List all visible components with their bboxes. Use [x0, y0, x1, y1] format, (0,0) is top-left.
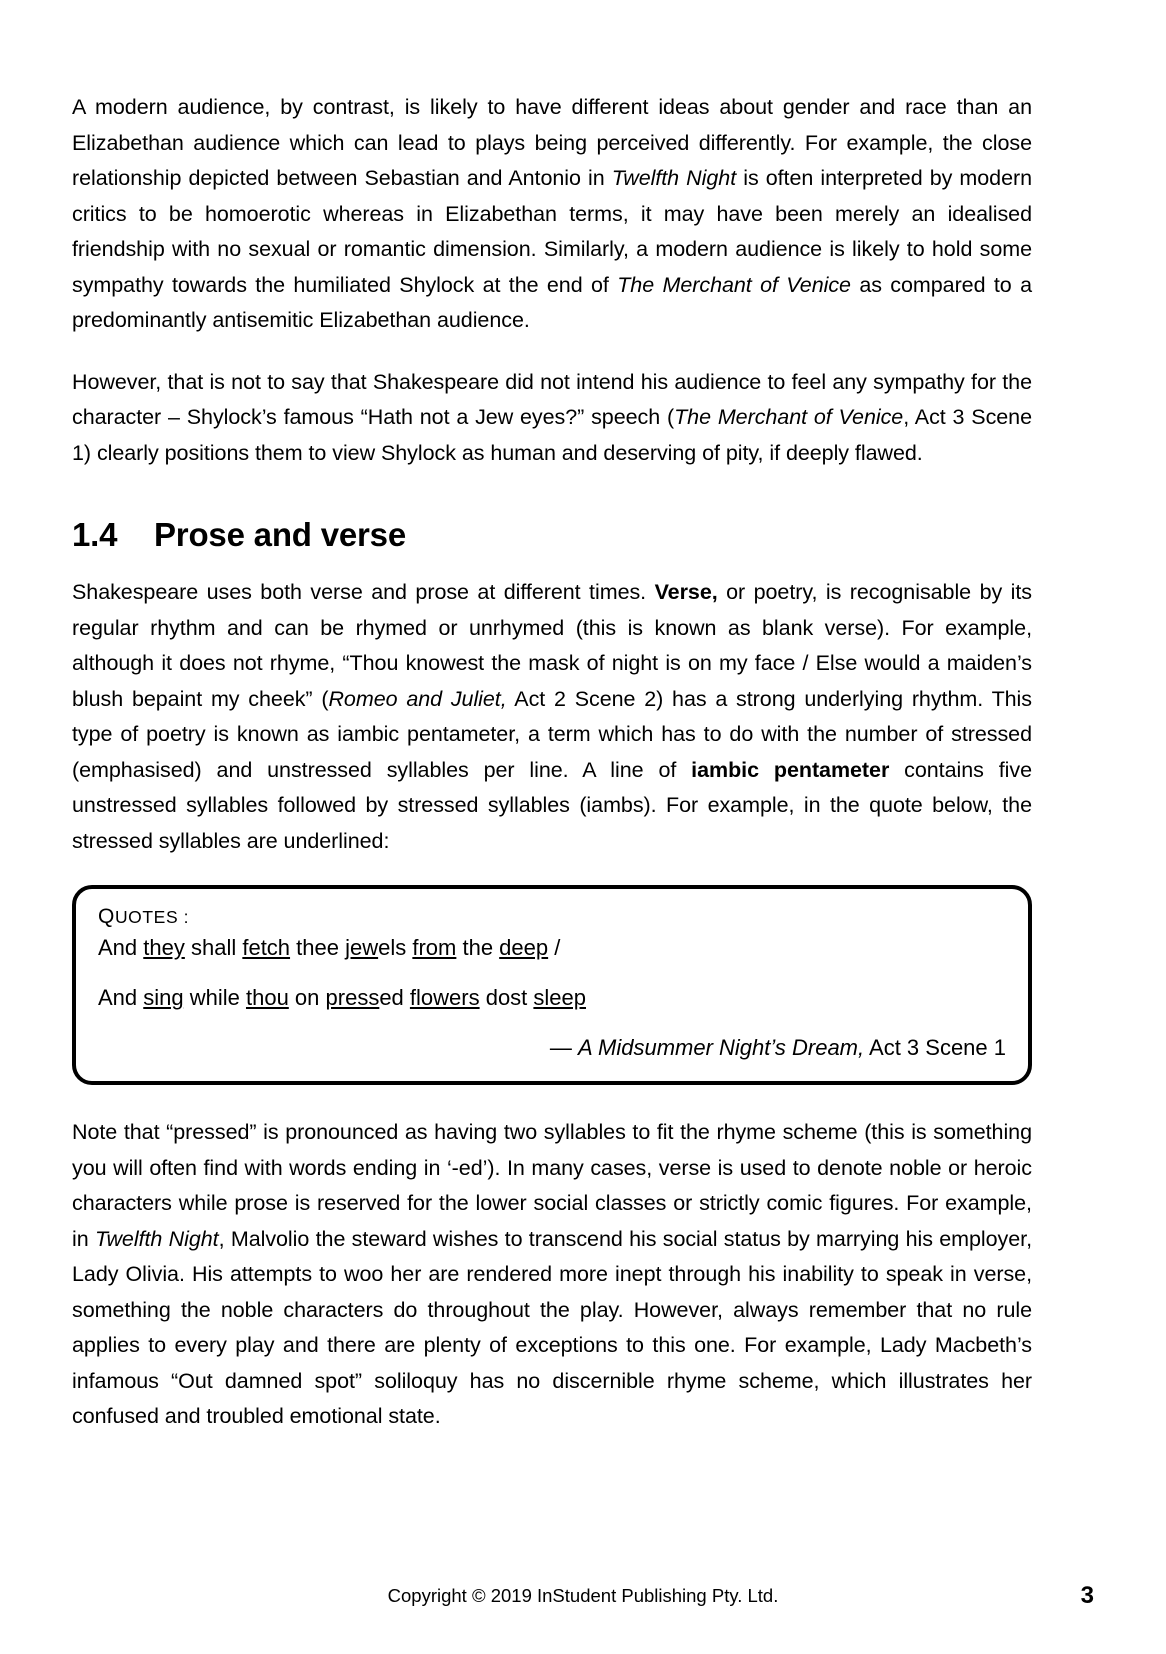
play-title-merchant-of-venice: The Merchant of Venice [674, 405, 904, 429]
attribution-dash: — [549, 1035, 579, 1060]
stressed-syllable: thou [245, 985, 289, 1010]
play-title-twelfth-night: Twelfth Night [611, 166, 737, 190]
paragraph-shylock-sympathy [72, 365, 1032, 472]
page-content [72, 90, 1032, 1435]
stressed-syllable: they [143, 935, 185, 960]
quote-label-rest: UOTES : [114, 907, 190, 927]
unstressed-text: while [183, 985, 246, 1010]
play-title-merchant-of-venice: The Merchant of Venice [617, 272, 851, 297]
stressed-syllable: sing [143, 985, 184, 1010]
stressed-syllable: fetch [242, 935, 291, 960]
footer-page-number: 3 [1080, 1582, 1094, 1609]
attribution-citation: Act 3 Scene 1 [864, 1035, 1006, 1060]
unstressed-text: / [548, 935, 561, 960]
quote-attribution [98, 1033, 1006, 1063]
paragraph-prose-and-verse [72, 575, 1032, 859]
unstressed-text: dost [479, 985, 534, 1010]
stressed-syllable: deep [499, 935, 549, 960]
text-run: is often interpreted by modern critics to be homoerotic whereas in Elizabethan terms, it may have been merely an idealised friendship with no sexual or romantic dimension. Similarly, a modern audience is likely to hold some sympathy towards the humiliated Shylock at the end of [72, 166, 1033, 297]
unstressed-text: the [456, 935, 500, 960]
paragraph-pressed-note [72, 1115, 1032, 1435]
unstressed-text: And [98, 935, 144, 960]
text-run: or poetry, is recognisable by its regular rhythm and can be rhymed or unrhymed (this is known as blank verse). For example, although it does not rhyme, “Thou knowest the mask of night is on my face / Else would a maiden’s blush bepaint my cheek” ( [72, 580, 1032, 711]
text-run: Shakespeare uses both verse and prose at different times. [72, 580, 655, 604]
unstressed-text: And [98, 985, 144, 1010]
page-footer [72, 1583, 1094, 1613]
play-title-romeo-and-juliet: Romeo and Juliet, [328, 686, 507, 711]
play-title-twelfth-night: Twelfth Night [94, 1226, 219, 1251]
term-iambic-pentameter: iambic pentameter [691, 757, 890, 782]
term-verse: Verse, [654, 580, 718, 604]
section-number: 1.4 [72, 516, 118, 553]
unstressed-text: thee [290, 935, 346, 960]
stressed-syllable: sleep [533, 985, 586, 1010]
text-run: Act 2 Scene 2) has a strong underlying rhythm. This type of poetry is known as iambic pentameter, a term which has to do with the number of stressed (emphasised) and unstressed syllables per line. A line of [72, 686, 1032, 782]
text-run: Note that “pressed” is pronounced as having two syllables to fit the rhyme scheme (this is something you will often find with words ending in ‘-ed’). In many cases, verse is used to denote noble or heroic characters while prose is reserved for the lower social classes or strictly comic figures. For example, in [72, 1120, 1032, 1251]
quote-line-1 [98, 933, 1006, 963]
text-run: However, that is not to say that Shakespeare did not intend his audience to feel any sympathy for the character – Shylock’s famous “Hath not a Jew eyes?” speech ( [72, 369, 1032, 429]
text-run: A modern audience, by contrast, is likely to have different ideas about gender and race than an Elizabethan audience which can lead to plays being perceived differently. For example, the close relationship depicted between Sebastian and Antonio in [72, 95, 1032, 190]
text-run: contains five unstressed syllables followed by stressed syllables (iambs). For example, in the quote below, the stressed syllables are underlined: [72, 757, 1032, 853]
page-title [72, 515, 1032, 555]
text-run: , Act 3 Scene 1) clearly positions them to view Shylock as human and deserving of pity, if deeply flawed. [72, 405, 1032, 465]
stressed-syllable: flowers [409, 985, 480, 1010]
text-run: , Malvolio the steward wishes to transcend his social status by marrying his employer, Lady Olivia. His attempts to woo her are rendered more inept through his inability to speak in verse, something the noble characters do throughout the play. However, always remember that no rule applies to every play and there are plenty of exceptions to this one. For example, Lady Macbeth’s infamous “Out damned spot” soliloquy has no discernible rhyme scheme, which illustrates her confused and troubled emotional state. [72, 1226, 1033, 1428]
section-heading-block [72, 515, 1032, 555]
unstressed-text: shall [184, 935, 243, 960]
stressed-syllable: from [412, 935, 457, 960]
section-title: Prose and verse [154, 516, 406, 553]
quote-box [72, 885, 1032, 1085]
footer-copyright: Copyright © 2019 InStudent Publishing Pty. Ltd. [387, 1585, 779, 1606]
quote-line-2 [98, 983, 1006, 1013]
quote-box-label [98, 905, 1006, 929]
stressed-syllable: jew [345, 935, 379, 960]
unstressed-text: els [378, 935, 413, 960]
text-run: as compared to a predominantly antisemitic Elizabethan audience. [72, 272, 1032, 332]
stressed-syllable: press [325, 985, 380, 1010]
unstressed-text: ed [379, 985, 410, 1010]
paragraph-modern-audience [72, 90, 1032, 339]
play-title-midsummer: A Midsummer Night’s Dream, [578, 1035, 865, 1060]
quote-label-initial: Q [98, 905, 115, 928]
unstressed-text: on [288, 985, 326, 1010]
